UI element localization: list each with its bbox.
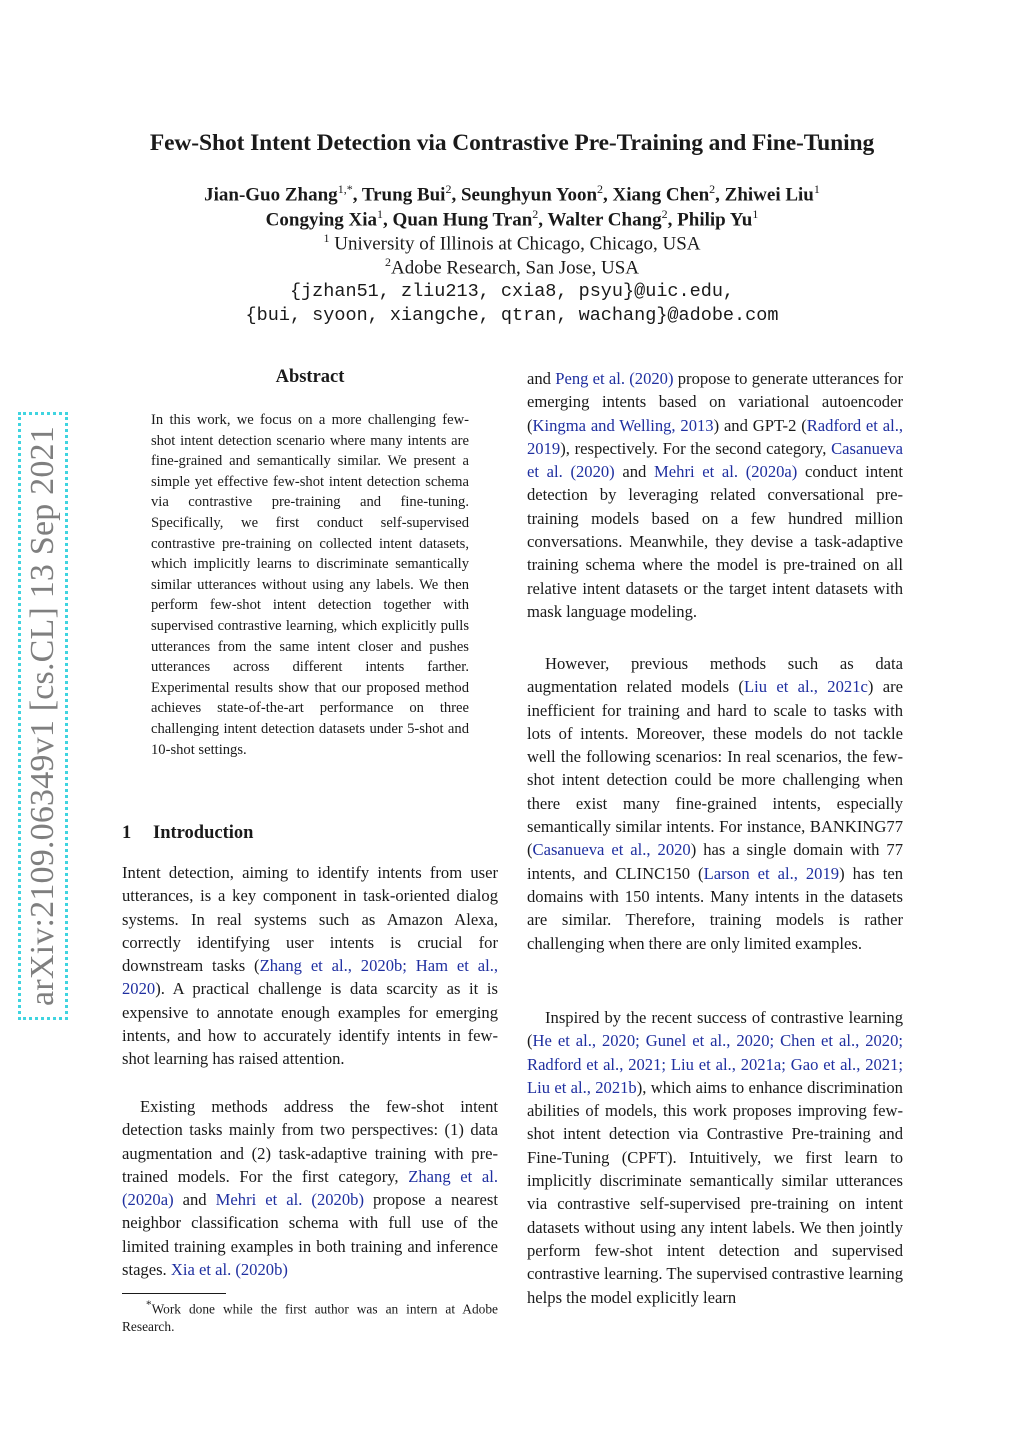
author-name: Quan Hung Tran — [392, 209, 533, 231]
paragraph-text: ) are inefficient for training and hard to scale to tasks with lots of intents. Moreover, these models do not tackle well the following scenarios: In real scenarios, the few-shot intent detection could be more challenging when there exist many fine-grained intents, especially semantically similar intents. For instance, BANKING77 ( — [527, 677, 903, 860]
citation-link[interactable]: Mehri et al. (2020a) — [654, 462, 798, 482]
intro-paragraph-1 — [122, 861, 498, 1071]
paragraph-text: ) has ten domains with 150 intents. Many intents in the datasets are similar. Therefore, training models is rather challenging when there are only limited examples. — [527, 863, 903, 953]
section-heading-introduction — [122, 823, 253, 844]
paragraph-text: However, previous methods such as data augmentation related models ( — [527, 654, 903, 697]
abstract-heading: Abstract — [275, 367, 345, 387]
citation-link[interactable]: Casanueva et al., 2020 — [532, 840, 691, 860]
footnote-rule — [122, 1293, 226, 1294]
paragraph-text: and — [614, 462, 655, 482]
affiliation-1 — [0, 231, 1024, 255]
author-name: Zhiwei Liu — [724, 184, 814, 206]
paragraph-text: ), respectively. For the second category, — [560, 438, 832, 458]
author-name: Philip Yu — [677, 209, 753, 231]
citation-link[interactable]: Radford et al., 2019 — [527, 415, 904, 458]
affiliation-text: Adobe Research, San Jose, USA — [390, 257, 639, 279]
right-paragraph-1 — [527, 367, 903, 623]
author-sup: 2 — [661, 207, 668, 221]
footnote — [122, 1296, 498, 1336]
author-name: Xiang Chen — [612, 184, 710, 206]
author-sup: 2 — [709, 182, 716, 196]
paragraph-text: ), which aims to enhance discrimination abilities of models, this work proposes improving few-shot intent detection via Contrastive Pre-training and Fine-Tuning (CPFT). Intuitively, we first learn to implicitly discriminate semantically similar utterances via contrastive self-supervised pre-training on intent datasets without using any intent labels. We then jointly perform few-shot intent detection and supervised contrastive learning. The supervised contrastive learning helps the model explicitly learn — [527, 1077, 903, 1307]
author-name: Jian-Guo Zhang — [204, 184, 338, 206]
citation-link[interactable]: Peng et al. (2020) — [555, 369, 674, 388]
author-sup: 1 — [752, 207, 759, 221]
arxiv-stamp — [18, 412, 68, 1020]
affiliation-sup: 2 — [384, 255, 391, 269]
right-paragraph-2 — [527, 652, 903, 955]
section-title: Introduction — [153, 823, 254, 843]
citation-link[interactable]: Casanueva et al. (2020) — [527, 438, 903, 482]
citation-link[interactable]: Kingma and Welling, 2013 — [532, 415, 714, 435]
paragraph-text: and — [527, 369, 556, 388]
author-sup: 1,* — [337, 182, 353, 196]
author-sup: 1 — [813, 182, 820, 196]
paragraph-text: Inspired by the recent success of contrastive learning ( — [527, 1008, 903, 1051]
author-sup: 2 — [445, 182, 452, 196]
author-sup: 2 — [532, 207, 539, 221]
paragraph-text: ) and GPT-2 ( — [713, 415, 807, 435]
section-number: 1 — [122, 823, 132, 843]
citation-link[interactable]: Larson et al., 2019 — [703, 863, 840, 883]
citation-link[interactable]: Zhang et al., 2020b; Ham et al., 2020 — [122, 956, 498, 999]
paragraph-text: propose a nearest neighbor classification schema with full use of the limited training examples in both training and inference stages. — [122, 1190, 498, 1280]
author-line-2: Congying Xia$^1$, Quan Hung Tran$^2$, Walter Chang$^2$, Philip Yu$^1$ — [265, 207, 759, 231]
arxiv-stamp-text: arXiv:2109.06349v1 [cs.CL] 13 Sep 2021 — [24, 426, 61, 1006]
author-sup: 2 — [597, 182, 604, 196]
affiliation-2 — [0, 255, 1024, 279]
citation-link[interactable]: Zhang et al. (2020a) — [122, 1166, 498, 1210]
author-name: Seunghyun Yoon — [460, 184, 598, 206]
citation-link[interactable]: Xia et al. (2020b) — [170, 1260, 288, 1280]
author-line-1: Jian-Guo Zhang$^{1,*}$, Trung Bui$^2$, Seunghyun Yoon$^2$, Xiang Chen$^2$, Zhiwei Liu$^1$ — [204, 182, 820, 206]
intro-paragraph-2 — [122, 1095, 498, 1281]
paper-title: Few-Shot Intent Detection via Contrastive Pre-Training and Fine-Tuning — [149, 130, 875, 156]
paragraph-text: conduct intent detection by leveraging related conversational pre-training models based on a few hundred million conversations. Meanwhile, they devise a task-adaptive training schema where the model is pre-trained on all relative intent datasets or the target intent datasets with mask language modeling. — [527, 462, 904, 621]
citation-link[interactable]: Mehri et al. (2020b) — [215, 1190, 364, 1210]
citation-link[interactable]: Liu et al., 2021c — [743, 677, 868, 697]
author-sup: 1 — [377, 207, 384, 221]
paragraph-text: ). A practical challenge is data scarcity as it is expensive to annotate enough examples for emerging intents, and how to accurately identify intents in few-shot learning has raised attention. — [122, 979, 498, 1069]
abstract-body: In this work, we focus on a more challenging few-shot intent detection scenario where many intents are fine-grained and semantically similar. We present a simple yet effective few-shot intent detection schema via contrastive pre-training and fine-tuning. Specifically, we first conduct self-supervised contrastive pre-training on collected intent datasets, which implicitly learns to discriminate semantically similar utterances without using any labels. We then perform few-shot intent detection together with supervised contrastive learning, which explicitly pulls utterances from the same intent closer and pushes utterances across different intents farther. Experimental results show that our proposed method achieves state-of-the-art performance on three challenging intent detection datasets under 5-shot and 10-shot settings. — [151, 412, 469, 758]
affiliation-sup: 1 — [323, 231, 330, 245]
author-name: Trung Bui — [361, 184, 446, 206]
right-paragraph-3 — [527, 1006, 903, 1309]
paragraph-text: Intent detection, aiming to identify intents from user utterances, is a key component in task-oriented dialog systems. In real systems such as Amazon Alexa, correctly identifying user intents is crucial for downstream tasks ( — [122, 863, 498, 976]
author-name: Congying Xia — [265, 209, 378, 231]
author-name: Walter Chang — [547, 209, 662, 231]
footnote-mark: * — [146, 1299, 152, 1311]
paragraph-text: and — [173, 1190, 216, 1210]
paragraph-text: propose to generate utterances for emerging intents based on variational autoencoder ( — [527, 369, 903, 435]
email-line-1: {jzhan51, zliu213, cxia8, psyu}@uic.edu, — [289, 281, 735, 302]
paragraph-text: Existing methods address the few-shot intent detection tasks mainly from two perspectives: (1) data augmentation and (2) task-adaptive training with pre-trained models. For the first category, — [122, 1097, 498, 1186]
email-line-2: {bui, syoon, xiangche, qtran, wachang}@adobe.com — [245, 305, 779, 326]
citation-link[interactable]: He et al., 2020; Gunel et al., 2020; Chen et al., 2020; Radford et al., 2021; Liu et al., 2021a; Gao et al., 2021; Liu et al., 2021b — [527, 1031, 903, 1097]
affiliation-text: University of Illinois at Chicago, Chicago, USA — [334, 233, 701, 255]
paragraph-text: ) has a single domain with 77 intents, and CLINC150 ( — [527, 840, 904, 883]
footnote-text: Work done while the first author was an intern at Adobe Research. — [122, 1301, 498, 1335]
